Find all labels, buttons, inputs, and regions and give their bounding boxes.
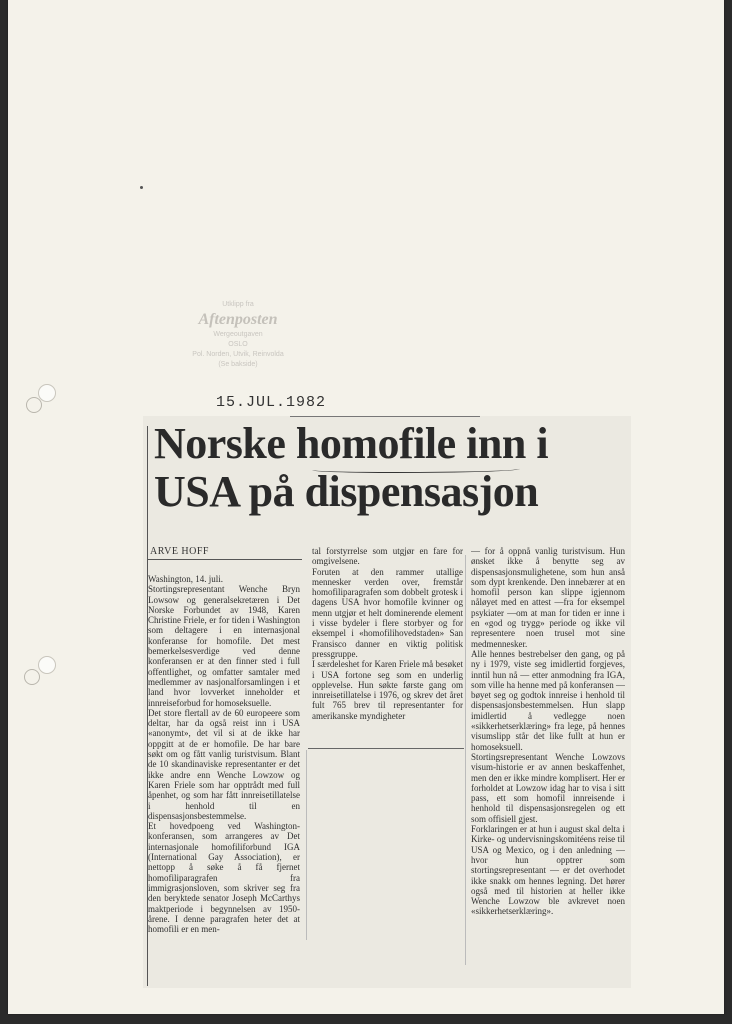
article-column-3: — for å oppnå vanlig turistvisum. Hun ønsket ikke å benytte seg av dispensasjonsmulighetene, som hun anså som dypt krenkende. Den innebærer at en homofil person kan slippe igjennom nåløyet med en attest —fra for eksempel psykiater —om at man for tiden er inne i en «god og trygg» periode og ikke vil representere noen trusel mot sine medmennesker. Alle hennes bestrebelser den gang, og på ny i 1979, viste seg imidlertid forgjeves, inntil hun nå — etter anmodning fra IGA, som ville ha henne med på konferansen — bøyet seg og godtok innreise i henhold til dispensasjonsbestemmelsen. Hun slapp imidlertid å vedlegge noen «sikkerhetserklæring» fra lege, på hennes visumslipp står det like fullt at hun er homoseksuell. Stortingsrepresentant Wenche Lowzovs visum-historie er av annen beskaffenhet, men den er ikke mindre komplisert. Her er forholdet at Lowzow idag har to visa i sitt pass, ett som homofil innreisende i henhold til dispensasjonsregelen og ett som offisiell gjest. Forklaringen er at hun i august skal delta i Kirke- og undervisningskomitéens reise til USA og Mexico, og i den anledning — hvor hun opptrer som stortingsrepresentant — er det overhodet ikke snakk om hennes legning. Det hører også med til historien at heller ikke Wenche Lowzow ble avkrevet noen «sikkerhetserklæring». [471,546,625,917]
column-divider-a [306,750,307,940]
article-column-1: Washington, 14. juli. Stortingsrepresentant Wenche Bryn Lowsow og generalsekretæren i Det Norske Forbundet av 1948, Karen Christine Friele, er for tiden i Washington som deltagere i en internasjonal konferanse for homofile. Det mest bemerkelsesverdige ved denne konferansen er at den finner sted i full offentlighet, og omfatter samtaler med medlemmer av nasjonalforsamlingen i et land hvor lovverket inneholder et innreiseforbud for homoseksuelle. Det store flertall av de 60 europeere som deltar, har da også reist inn i USA «anonymt», det vil si at de ikke har oppgitt at de er homofile. De har bare søkt om og fått vanlig turistvisum. Blant de 10 skandinaviske representanter er det ikke andre enn Wenche Lowzow og Karen Friele som har opptrådt med full åpenhet, og som har fått innreisetillatelse i henhold til en dispensasjonsbestemmelse. Et hovedpoeng ved Washington-konferansen, som arrangeres av Det internasjonale homofiliforbund IGA (International Gay Association), er nettopp å søke å få fjernet homofiliparagrafen fra immigrasjonsloven, som skriver seg fra den beryktede senator Joseph McCarthys maktperiode i begynnelsen av 1950-årene. I denne paragrafen heter det at homofili er en men- [148,574,300,935]
punch-hole-lower-shadow [24,669,40,685]
punch-hole-upper [38,384,56,402]
stamp-line-5: (Se bakside) [218,361,258,368]
byline: ARVE HOFF [150,546,209,557]
byline-box [148,545,302,560]
clipping-source-stamp [168,300,308,370]
top-rule [290,416,480,417]
stamp-line-3: OSLO [228,341,248,348]
punch-hole-lower [38,656,56,674]
headline-line-2: USA på dispensasjon [154,467,539,516]
column-2-end-rule [308,748,464,749]
stamp-line-2: Wergeoutgaven [213,331,263,338]
column-divider-b [465,555,466,965]
stamp-line-1: Utklipp fra [222,301,254,308]
headline-line-1: Norske homofile inn i [154,419,549,468]
stamp-line-4: Pol. Norden, Utvik, Reinvolda [192,351,284,358]
punch-hole-upper-shadow [26,397,42,413]
date-stamp: 15.JUL.1982 [216,394,327,411]
article-column-2: tal forstyrrelse som utgjør en fare for omgivelsene. Foruten at den rammer utallige mennesker verden over, fremstår homofiliparagrafen som dobbelt grotesk i dagens USA hvor homofile kvinner og menn utgjør et helt dominerende element i visse bydeler i flere storbyer og for eksempel i «homofilihovedstaden» San Fransisco danner en viktig politisk pressgruppe. I særdeleshet for Karen Friele må besøket i USA fortone seg som en underlig opplevelse. Hun søkte første gang om innreisetillatelse i 1976, og skrev det året fult 765 brev til representanter for amerikanske myndigheter [312,546,463,721]
stamp-logo: Aftenposten [198,311,278,328]
speck [140,186,143,189]
